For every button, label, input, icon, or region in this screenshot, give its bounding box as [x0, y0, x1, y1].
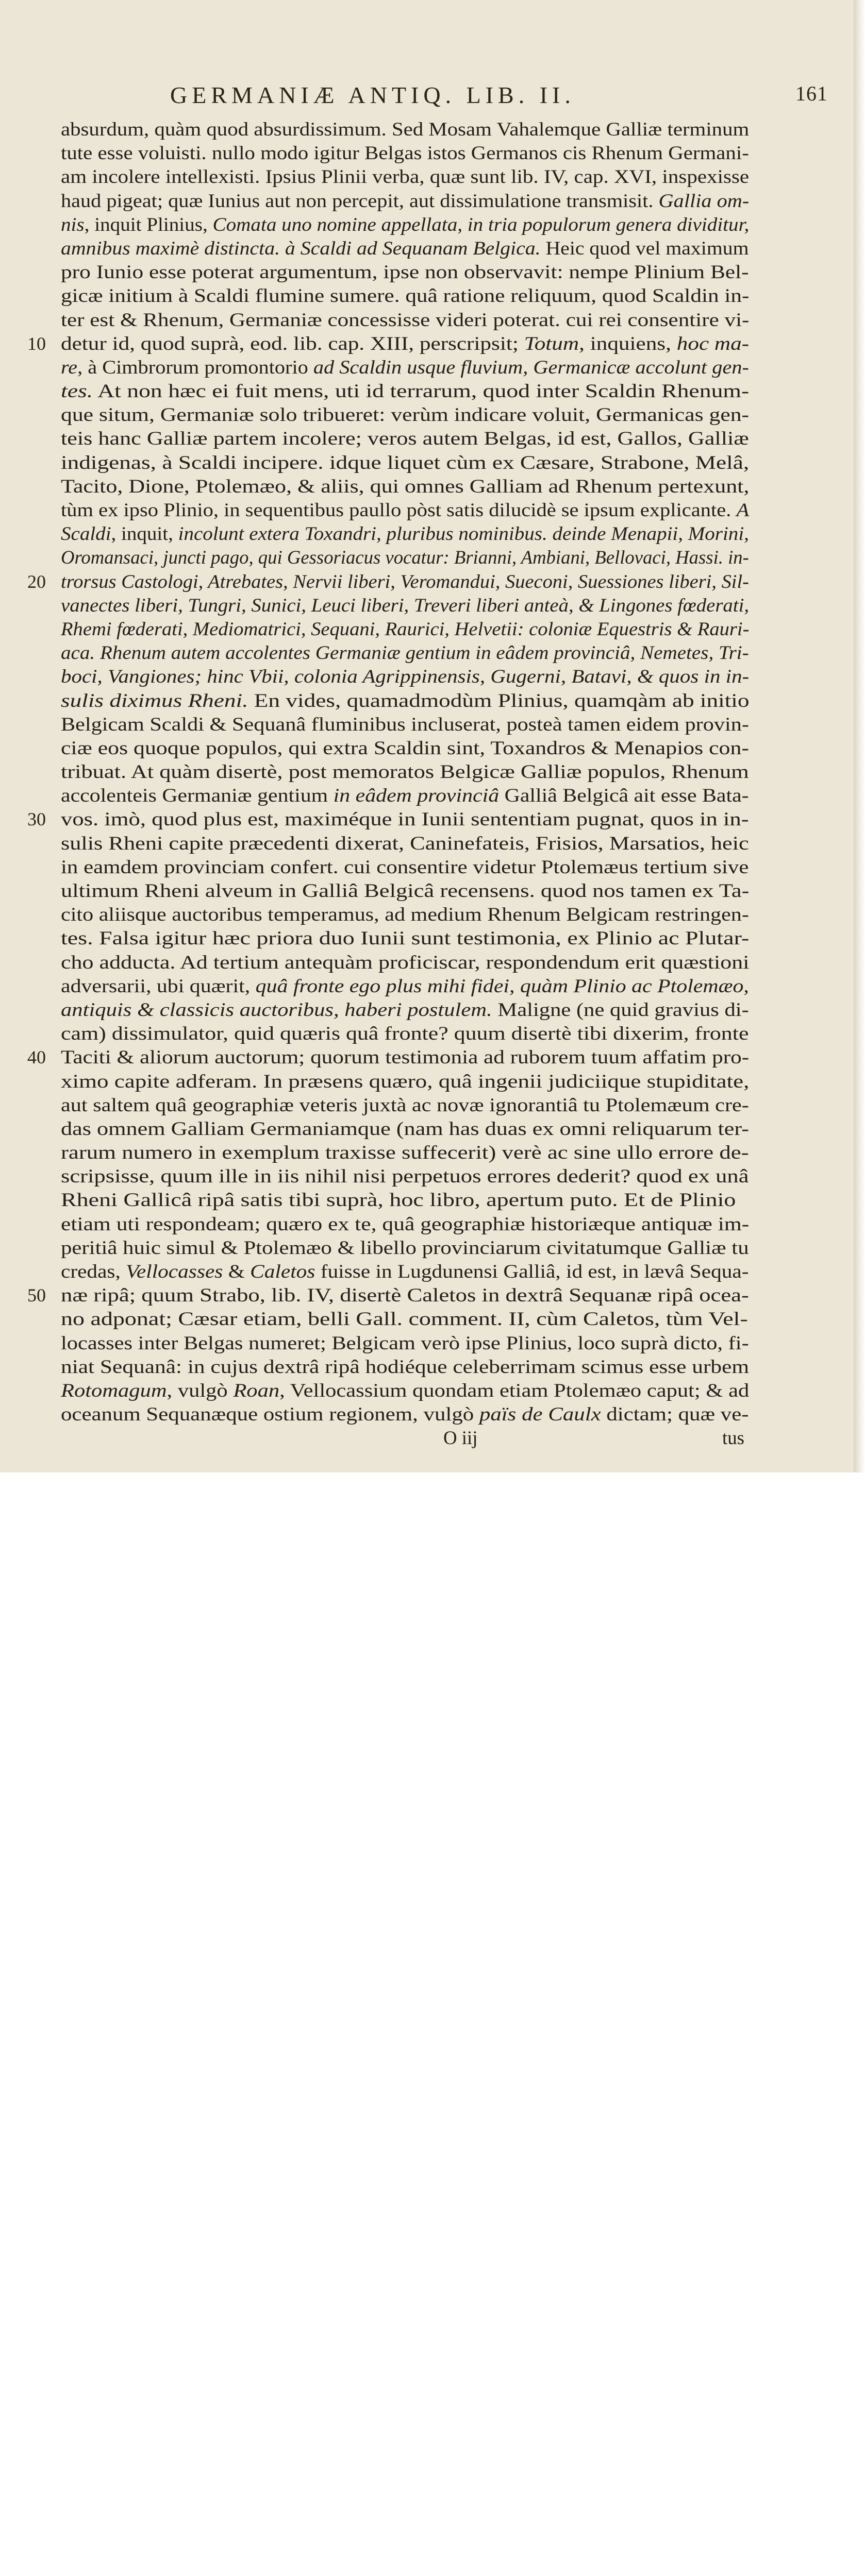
text-run: Galliâ Belgicâ ait esse Bata-: [499, 785, 749, 806]
text-run: tùm ex ipso Plinio, in sequentibus paullo pòst satis dilucidè se ipsum explicante.: [61, 499, 737, 520]
line-text: [61, 260, 749, 284]
text-line: [61, 784, 749, 807]
text-line: [61, 1022, 749, 1045]
text-line: [61, 189, 749, 213]
line-text: [61, 1260, 749, 1283]
text-line: [61, 1070, 749, 1093]
text-run: &: [223, 1261, 251, 1282]
text-run: peritiâ huic simul & Ptolemæo & libello provinciarum civitatumque Galliæ tu: [61, 1236, 749, 1258]
text-line: [61, 403, 749, 427]
line-text: [61, 332, 749, 355]
text-line: [61, 1260, 749, 1283]
text-line: [61, 427, 749, 450]
signature-mark: O iij: [443, 1427, 478, 1449]
line-text: [61, 1331, 749, 1355]
italic-quotation: boci, Vangiones; hinc Vbii, colonia Agrippinensis, Gugerni, Batavi, & quos in in-: [61, 666, 750, 687]
text-run: tute esse voluisti. nullo modo igitur Belgas istos Germanos cis Rhenum Germani-: [61, 142, 749, 164]
text-line: [61, 594, 749, 617]
italic-quotation: Rhemi fœderati, Mediomatrici, Sequani, Raurici, Helvetii: coloniæ Equestris & Rauri-: [61, 618, 750, 639]
italic-quotation: Caletos: [250, 1261, 315, 1282]
text-line: [61, 974, 749, 998]
text-line: [27, 332, 750, 355]
italic-quotation: re: [61, 356, 78, 378]
italic-quotation: Vellocasses: [126, 1261, 223, 1282]
line-text: [61, 213, 749, 236]
text-line: [61, 641, 749, 665]
line-text: [61, 1236, 749, 1260]
text-run: aut saltem quâ geographiæ veteris juxtà ac novæ ignorantiâ tu Ptolemæum cre-: [61, 1094, 749, 1115]
line-text: [61, 1283, 749, 1307]
text-line: [61, 713, 749, 736]
line-text: [61, 832, 749, 855]
text-line: [61, 284, 749, 308]
line-text: [61, 355, 749, 379]
line-text: [61, 379, 749, 403]
italic-quotation: sulis diximus Rheni.: [61, 689, 248, 711]
line-text: [61, 1164, 749, 1188]
text-run: En vides, quamadmodùm Plinius, quamqàm ab initio: [248, 689, 750, 711]
text-line: [61, 498, 749, 522]
italic-quotation: Comata uno nomine appellata, in tria populorum genera dividitur,: [212, 213, 750, 235]
text-run: Rheni Gallicâ ripâ satis tibi suprà, hoc libro, apertum puto. Et de Plinio: [61, 1189, 736, 1211]
line-number: 20: [27, 571, 46, 592]
text-line: [61, 926, 749, 950]
line-text: [61, 736, 749, 760]
line-text: [61, 1022, 748, 1045]
text-run: , inquiens,: [579, 332, 677, 354]
line-text: [61, 474, 750, 498]
text-run: ter est & Rhenum, Germaniæ concessisse videri poterat. cui rei consentire vi-: [61, 309, 750, 330]
text-run: sulis Rheni capite præcedenti dixerat, Caninefateis, Frisios, Marsatios, heic: [61, 832, 749, 854]
text-line: [61, 1188, 749, 1212]
text-run: etiam uti respondeam; quæro ex te, quâ geographiæ historiæque antiquæ im-: [61, 1213, 750, 1234]
text-line: [61, 951, 749, 974]
text-run: locasses inter Belgas numeret; Belgicam verò ipse Plinius, loco suprà dicto, fi-: [61, 1332, 749, 1353]
line-number: 10: [27, 333, 46, 354]
italic-quotation: tes.: [61, 380, 93, 402]
text-line: [61, 760, 749, 784]
text-line: [27, 1045, 750, 1069]
line-text: [61, 189, 749, 213]
italic-quotation: nis: [61, 213, 85, 235]
line-text: [61, 1117, 749, 1141]
line-number: 50: [27, 1285, 46, 1306]
text-line: [61, 1141, 749, 1164]
italic-quotation: Gallia om-: [658, 190, 750, 211]
text-line: [27, 570, 749, 594]
line-text: [61, 855, 748, 879]
line-text: [61, 403, 749, 427]
text-line: [61, 236, 749, 260]
line-text: [61, 903, 749, 926]
italic-quotation: vanectes liberi, Tungri, Sunici, Leuci liberi, Treveri liberi anteà, & Lingones fœderati,: [61, 594, 750, 616]
italic-quotation: Oromansaci, juncti pago, qui Gessoriacus vocatur: Brianni, Ambiani, Bellovaci, Hassi. in-: [61, 547, 749, 568]
text-line: [61, 1164, 749, 1188]
running-head: [170, 81, 834, 107]
line-text: [61, 689, 750, 713]
text-run: Taciti & aliorum auctorum; quorum testimonia ad ruborem tuum affatim pro-: [61, 1046, 750, 1068]
text-line: [61, 451, 749, 474]
italic-quotation: Scaldi: [61, 523, 111, 545]
italic-quotation: in eâdem provinciâ: [333, 785, 500, 806]
line-text: [61, 1379, 749, 1402]
text-run: scripsisse, quum ille in iis nihil nisi perpetuos errores dederit? quod ex unâ: [61, 1165, 749, 1187]
text-run: , inquit,: [111, 523, 178, 545]
line-text: [61, 1141, 749, 1164]
text-line: [61, 308, 749, 332]
text-line: [61, 165, 749, 189]
page-foot-line: [61, 1426, 749, 1450]
line-text: [61, 1212, 749, 1236]
line-text: [61, 1402, 749, 1426]
italic-quotation: quâ fronte ego plus mihi fidei, quàm Plinio ac Ptolemæo,: [255, 975, 749, 996]
line-text: [61, 141, 749, 165]
line-text: [61, 1093, 749, 1117]
text-line: [61, 379, 749, 403]
text-run: tes. Falsa igitur hæc priora duo Iunii sunt testimonia, ex Plinio ac Plutar-: [61, 927, 750, 949]
italic-quotation: Rotomagum: [61, 1379, 167, 1401]
text-line: [61, 1307, 749, 1331]
body-text: [27, 117, 750, 1450]
text-run: At non hæc ei fuit mens, uti id terrarum, quod inter Scaldin Rhenum-: [93, 380, 750, 402]
text-line: [61, 1212, 749, 1236]
text-run: no adponat; Cæsar etiam, belli Gall. comment. II, cùm Caletos, tùm Vel-: [61, 1308, 748, 1330]
text-run: , vulgò: [167, 1379, 234, 1401]
line-text: [61, 427, 749, 450]
text-line: [61, 736, 749, 760]
text-run: cam) dissimulator, quid quæris quâ fronte? quum disertè tibi dixerim, fronte: [61, 1023, 749, 1044]
text-line: [61, 903, 749, 926]
line-text: [61, 1070, 749, 1093]
text-run: cito aliisque auctoribus temperamus, ad medium Rhenum Belgicam restringen-: [61, 904, 749, 925]
italic-quotation: aca. Rhenum autem accolentes Germaniæ gentium in eâdem provinciâ, Nemetes, Tri-: [61, 642, 749, 664]
text-line: [61, 1402, 749, 1426]
catchword: tus: [722, 1427, 744, 1449]
line-text: [61, 926, 749, 950]
italic-quotation: hoc ma-: [676, 332, 750, 354]
italic-quotation: ad Scaldin usque fluvium, Germanicæ accolunt gen-: [313, 356, 749, 378]
line-text: [61, 1355, 749, 1379]
text-run: ximo capite adferam. In præsens quæro, quâ ingenii judiciique stupiditate,: [61, 1070, 750, 1092]
italic-quotation: Totum: [524, 332, 579, 354]
line-number: 40: [27, 1047, 46, 1068]
text-line: [61, 1331, 749, 1355]
text-line: [61, 141, 749, 165]
italic-quotation: amnibus maximè distincta. à Scaldi ad Sequanam Belgica.: [61, 237, 541, 259]
text-run: gicæ initium à Scaldi flumine sumere. quâ ratione reliquum, quod Scaldin in-: [61, 285, 750, 307]
italic-quotation: incolunt extera Toxandri, pluribus nominibus. deinde Menapii, Morini,: [178, 523, 749, 545]
text-line: [61, 689, 749, 713]
line-text: [61, 117, 749, 141]
text-line: [61, 879, 749, 903]
text-run: Tacito, Dione, Ptolemæo, & aliis, qui omnes Galliam ad Rhenum pertexunt,: [61, 475, 750, 497]
text-line: [61, 546, 749, 569]
text-run: pro Iunio esse poterat argumentum, ipse non observavit: nempe Plinium Bel-: [61, 261, 749, 283]
text-run: accolenteis Germaniæ gentium: [61, 785, 334, 806]
text-run: cho adducta. Ad tertium antequàm proficiscar, respondendum erit quæstioni: [61, 951, 750, 973]
line-text: [61, 284, 749, 308]
text-line: [61, 355, 749, 379]
line-number: 30: [27, 809, 46, 830]
footer-bar: [0, 1472, 865, 1539]
text-run: Maligne (ne quid gravius di-: [492, 998, 749, 1020]
text-line: [61, 855, 749, 879]
line-text: [61, 165, 749, 189]
italic-quotation: antiquis & classicis auctoribus, haberi postulem.: [61, 998, 492, 1020]
text-run: , inquit Plinius,: [84, 213, 213, 235]
text-run: in eamdem provinciam confert. cui consentire videtur Ptolemæus tertium sive: [61, 856, 749, 877]
line-text: [61, 451, 749, 474]
text-run: ultimum Rheni alveum in Galliâ Belgicâ recensens. quod nos tamen ex Ta-: [61, 880, 750, 901]
text-run: fuisse in Lugdunensi Galliâ, id est, in lævâ Sequa-: [315, 1261, 749, 1282]
text-run: tribuat. At quàm disertè, post memoratos Belgicæ Galliæ populos, Rhenum: [61, 761, 749, 783]
italic-quotation: Roan: [233, 1379, 280, 1401]
text-line: [61, 474, 749, 498]
line-text: [61, 760, 749, 784]
line-text: [61, 236, 749, 260]
italic-quotation: païs de Caulx: [479, 1403, 601, 1425]
line-text: [61, 546, 749, 569]
line-text: [61, 641, 749, 665]
text-run: rarum numero in exemplum traxisse suffecerit) verè ac sine ullo errore de-: [61, 1142, 749, 1163]
text-run: adversarii, ubi quærit,: [61, 975, 256, 996]
text-run: indigenas, à Scaldi incipere. idque liquet cùm ex Cæsare, Strabone, Melâ,: [61, 451, 750, 473]
text-run: ciæ eos quoque populos, qui extra Scaldin sint, Toxandros & Menapios con-: [61, 737, 749, 758]
line-text: [61, 498, 749, 522]
page-number: 161: [795, 82, 828, 105]
line-text: [61, 713, 749, 736]
line-text: [61, 879, 749, 903]
text-run: que situm, Germaniæ solo tribueret: verùm indicare voluit, Germanicas gen-: [61, 404, 750, 426]
line-text: [61, 974, 749, 998]
line-text: [61, 807, 749, 831]
page-edge: [854, 0, 865, 1472]
line-text: [61, 1045, 749, 1069]
text-run: das omnem Galliam Germaniamque (nam has duas ex omni reliquarum ter-: [61, 1117, 749, 1139]
text-run: teis hanc Galliæ partem incolere; veros autem Belgas, id est, Gallos, Galliæ: [61, 428, 749, 449]
line-text: [61, 594, 749, 617]
text-run: credas,: [61, 1261, 126, 1282]
text-line: [61, 665, 749, 688]
text-run: absurdum, quàm quod absurdissimum. Sed Mosam Vahalemque Galliæ terminum: [61, 118, 750, 140]
text-run: , à Cimbrorum promontorio: [77, 356, 313, 378]
line-text: [61, 784, 749, 807]
text-line: [61, 522, 749, 546]
line-text: [61, 522, 749, 546]
line-text: [61, 570, 749, 594]
text-line: [27, 1283, 749, 1307]
text-line: [61, 117, 749, 141]
text-line: [61, 1379, 749, 1402]
text-line: [61, 213, 749, 236]
text-run: vos. imò, quod plus est, maximéque in Iunii sententiam pugnat, quos in in-: [61, 808, 749, 830]
text-line: [61, 832, 749, 855]
line-text: [61, 1188, 736, 1212]
text-line: [61, 1355, 749, 1379]
text-run: haud pigeat; quæ Iunius aut non percepit, aut dissimulatione transmisit.: [61, 190, 659, 211]
text-line: [61, 1117, 749, 1141]
text-line: [61, 260, 749, 284]
text-run: oceanum Sequanæque ostium regionem, vulgò: [61, 1403, 479, 1425]
running-title: GERMANIÆ ANTIQ. LIB. II.: [170, 82, 575, 108]
line-text: [61, 308, 749, 332]
text-line: [61, 1236, 749, 1260]
line-text: [61, 1307, 748, 1331]
text-line: [27, 807, 749, 831]
line-text: [61, 998, 749, 1022]
text-run: Belgicam Scaldi & Sequanâ fluminibus incluserat, posteà tamen eidem provin-: [61, 713, 749, 735]
line-text: [61, 617, 749, 641]
text-run: dictam; quæ ve-: [601, 1403, 749, 1425]
line-text: [61, 951, 750, 974]
text-run: am incolere intellexisti. Ipsius Plinii verba, quæ sunt lib. IV, cap. XVI, inspexisse: [61, 166, 750, 188]
line-text: [61, 665, 749, 688]
italic-quotation: A: [736, 499, 750, 520]
text-line: [61, 617, 749, 641]
text-run: niat Sequanâ: in cujus dextrâ ripâ hodiéque celeberrimam scimus esse urbem: [61, 1355, 750, 1377]
text-run: Heic quod vel maximum: [540, 237, 749, 259]
text-line: [61, 998, 749, 1022]
italic-quotation: trorsus Castologi, Atrebates, Nervii liberi, Veromandui, Sueconi, Suessiones liberi, Sil-: [61, 570, 749, 592]
text-run: , Vellocassium quondam etiam Ptolemæo caput; & ad: [279, 1379, 750, 1401]
text-run: næ ripâ; quum Strabo, lib. IV, disertè Caletos in dextrâ Sequanæ ripâ ocea-: [61, 1284, 749, 1306]
text-run: detur id, quod suprà, eod. lib. cap. XIII, perscripsit;: [61, 332, 524, 354]
text-line: [61, 1093, 749, 1117]
